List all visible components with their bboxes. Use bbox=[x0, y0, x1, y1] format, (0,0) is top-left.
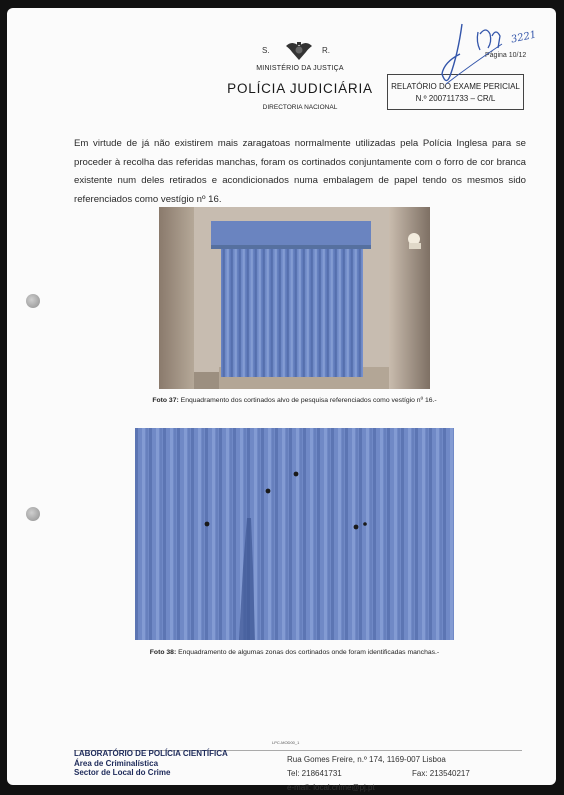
footer-lab-name: LABORATÓRIO DE POLÍCIA CIENTÍFICA bbox=[74, 749, 228, 758]
coat-of-arms-icon bbox=[284, 40, 314, 62]
handwritten-signature bbox=[432, 14, 552, 94]
directorate-name: DIRECTORIA NACIONAL bbox=[262, 104, 338, 111]
footer-fax: Fax: 213540217 bbox=[412, 769, 470, 778]
footer-address-block bbox=[287, 753, 522, 795]
photo-38 bbox=[135, 428, 454, 640]
report-title: RELATÓRIO DO EXAME PERICIAL bbox=[391, 82, 520, 91]
photo-37-label: Foto 37: bbox=[152, 397, 179, 404]
footer-tel: Tel: 218641731 bbox=[287, 769, 342, 778]
photo-37-caption bbox=[107, 397, 482, 404]
form-code: LPC-MOD00_1 bbox=[272, 740, 300, 745]
footer-lab-block bbox=[74, 749, 228, 778]
photo-37-text: Enquadramento dos cortinados alvo de pesquisa referenciados como vestígio nº 16.- bbox=[180, 397, 437, 404]
footer-lab-sector: Sector de Local do Crime bbox=[74, 768, 171, 777]
s-letter: S. bbox=[262, 46, 270, 55]
photo-38-label: Foto 38: bbox=[149, 649, 177, 656]
footer-phones bbox=[287, 767, 522, 781]
agency-name: POLÍCIA JUDICIÁRIA bbox=[227, 81, 373, 96]
binder-hole-top bbox=[26, 294, 40, 308]
ministry-name: MINISTÉRIO DA JUSTIÇA bbox=[256, 65, 344, 72]
binder-hole-bottom bbox=[26, 507, 40, 521]
photo-38-caption bbox=[97, 649, 492, 656]
r-letter: R. bbox=[322, 46, 330, 55]
footer-lab-area: Área de Criminalística bbox=[74, 758, 159, 768]
photo-37 bbox=[159, 207, 430, 389]
emblem-row bbox=[262, 40, 342, 62]
page-number: Página 10/12 bbox=[485, 52, 527, 59]
body-paragraph: Em virtude de já não existirem mais zaragatoas normalmente utilizadas pela Polícia Inglesa para se proceder à recolha das referidas manchas, foram os cortinados conjuntamente com o forro de cor branca existente num deles retirados e acondicionados numa embalagem de papel tendo os mesmos sido referenciados como vestígio nº 16. bbox=[74, 138, 526, 205]
handwritten-number: 3221 bbox=[510, 29, 538, 46]
document-page bbox=[7, 8, 556, 792]
footer-address: Rua Gomes Freire, n.º 174, 1169-007 Lisboa bbox=[287, 755, 446, 764]
photo-38-text: Enquadramento de algumas zonas dos cortinados onde foram identificadas manchas.- bbox=[178, 649, 440, 656]
report-number: N.º 200711733 – CR/L bbox=[415, 94, 496, 103]
footer-email: e-mail: local.crime@pj.pt bbox=[287, 783, 375, 792]
